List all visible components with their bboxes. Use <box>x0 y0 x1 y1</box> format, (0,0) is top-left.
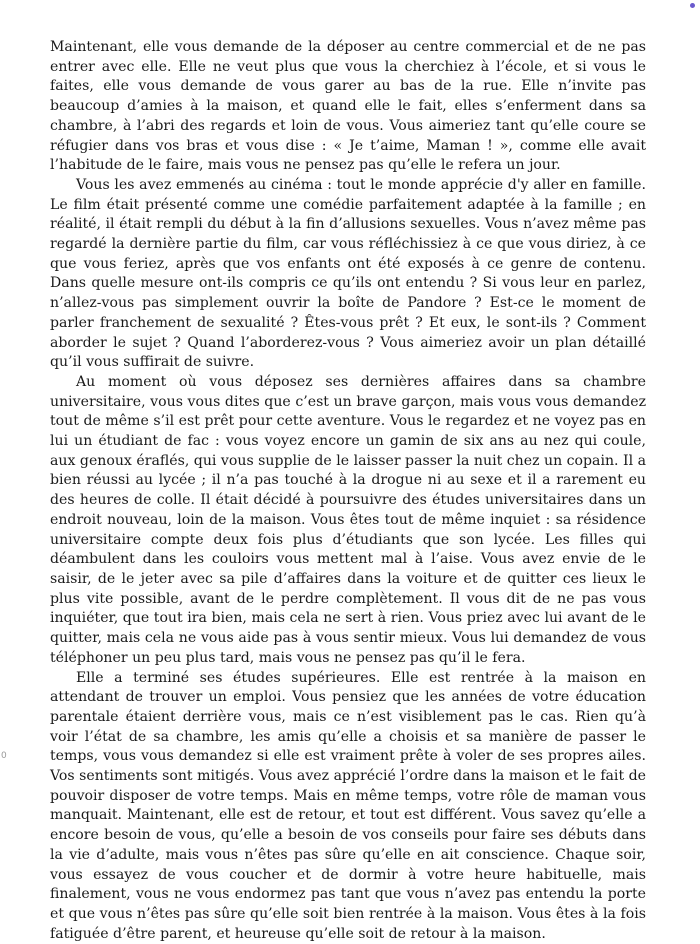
paragraph-2: Vous les avez emmenés au cinéma : tout le monde apprécie d'y aller en famille. Le film était présenté comme une comédie parfaitement adaptée à la famille ; en réalité, il était rempli du début à la fin d’allusions sexuelles. Vous n’avez même pas regardé la dernière partie du film, car vous réfléchissiez à ce que vous diriez, à ce que vous feriez, après que vos enfants ont été exposés à ce genre de contenu. Dans quelle mesure ont-ils compris ce qu’ils ont entendu ? Si vous leur en parlez, n’allez-vous pas simplement ouvrir la boîte de Pandore ? Est-ce le moment de parler franchement de sexualité ? Êtes-vous prêt ? Et eux, le sont-ils ? Comment aborder le sujet ? Quand l’aborderez-vous ? Vous aimeriez avoir un plan détaillé qu’il vous suffirait de suivre. <box>50 176 646 373</box>
document-body <box>50 38 646 944</box>
paragraph-1: Maintenant, elle vous demande de la déposer au centre commercial et de ne pas entrer avec elle. Elle ne veut plus que vous la cherchiez à l’école, et si vous le faites, elle vous demande de vous garer au bas de la rue. Elle n’invite pas beaucoup d’amies à la maison, et quand elle le fait, elles s’enferment dans sa chambre, à l’abri des regards et loin de vous. Vous aimeriez tant qu’elle coure se réfugier dans vos bras et vous dise : « Je t’aime, Maman ! », comme elle avait l’habitude de le faire, mais vous ne pensez pas qu’elle le refera un jour. <box>50 38 646 176</box>
page-marker: 0 <box>1 751 7 761</box>
corner-dot <box>690 3 695 8</box>
paragraph-3: Au moment où vous déposez ses dernières affaires dans sa chambre universitaire, vous vous dites que c’est un brave garçon, mais vous vous demandez tout de même s’il est prêt pour cette aventure. Vous le regardez et ne voyez pas en lui un étudiant de fac : vous voyez encore un gamin de six ans au nez qui coule, aux genoux éraflés, qui vous supplie de le laisser passer la nuit chez un copain. Il a bien réussi au lycée ; il n’a pas touché à la drogue ni au sexe et il a rarement eu des heures de colle. Il était décidé à poursuivre des études universitaires dans un endroit nouveau, loin de la maison. Vous êtes tout de même inquiet : sa résidence universitaire compte deux fois plus d’étudiants que son lycée. Les filles qui déambulent dans les couloirs vous mettent mal à l’aise. Vous avez envie de le saisir, de le jeter avec sa pile d’affaires dans la voiture et de quitter ces lieux le plus vite possible, avant de le perdre complètement. Il vous dit de ne pas vous inquiéter, que tout ira bien, mais cela ne sert à rien. Vous priez avec lui avant de le quitter, mais cela ne vous aide pas à vous sentir mieux. Vous lui demandez de vous téléphoner un peu plus tard, mais vous ne pensez pas qu’il le fera. <box>50 373 646 669</box>
paragraph-4: Elle a terminé ses études supérieures. Elle est rentrée à la maison en attendant de trouver un emploi. Vous pensiez que les années de votre éducation parentale étaient derrière vous, mais ce n’est visiblement pas le cas. Rien qu’à voir l’état de sa chambre, les amis qu’elle a choisis et sa manière de passer le temps, vous vous demandez si elle est vraiment prête à voler de ses propres ailes. Vos sentiments sont mitigés. Vous avez apprécié l’ordre dans la maison et le fait de pouvoir disposer de votre temps. Mais en même temps, votre rôle de maman vous manquait. Maintenant, elle est de retour, et tout est différent. Vous savez qu’elle a encore besoin de vous, qu’elle a besoin de vos conseils pour faire ses débuts dans la vie d’adulte, mais vous n’êtes pas sûre qu’elle en ait conscience. Chaque soir, vous essayez de vous coucher et de dormir à votre heure habituelle, mais finalement, vous ne vous endormez pas tant que vous n’avez pas entendu la porte et que vous n’êtes pas sûre qu’elle soit bien rentrée à la maison. Vous êtes à la fois fatiguée d’être parent, et heureuse qu’elle soit de retour à la maison. <box>50 669 646 944</box>
